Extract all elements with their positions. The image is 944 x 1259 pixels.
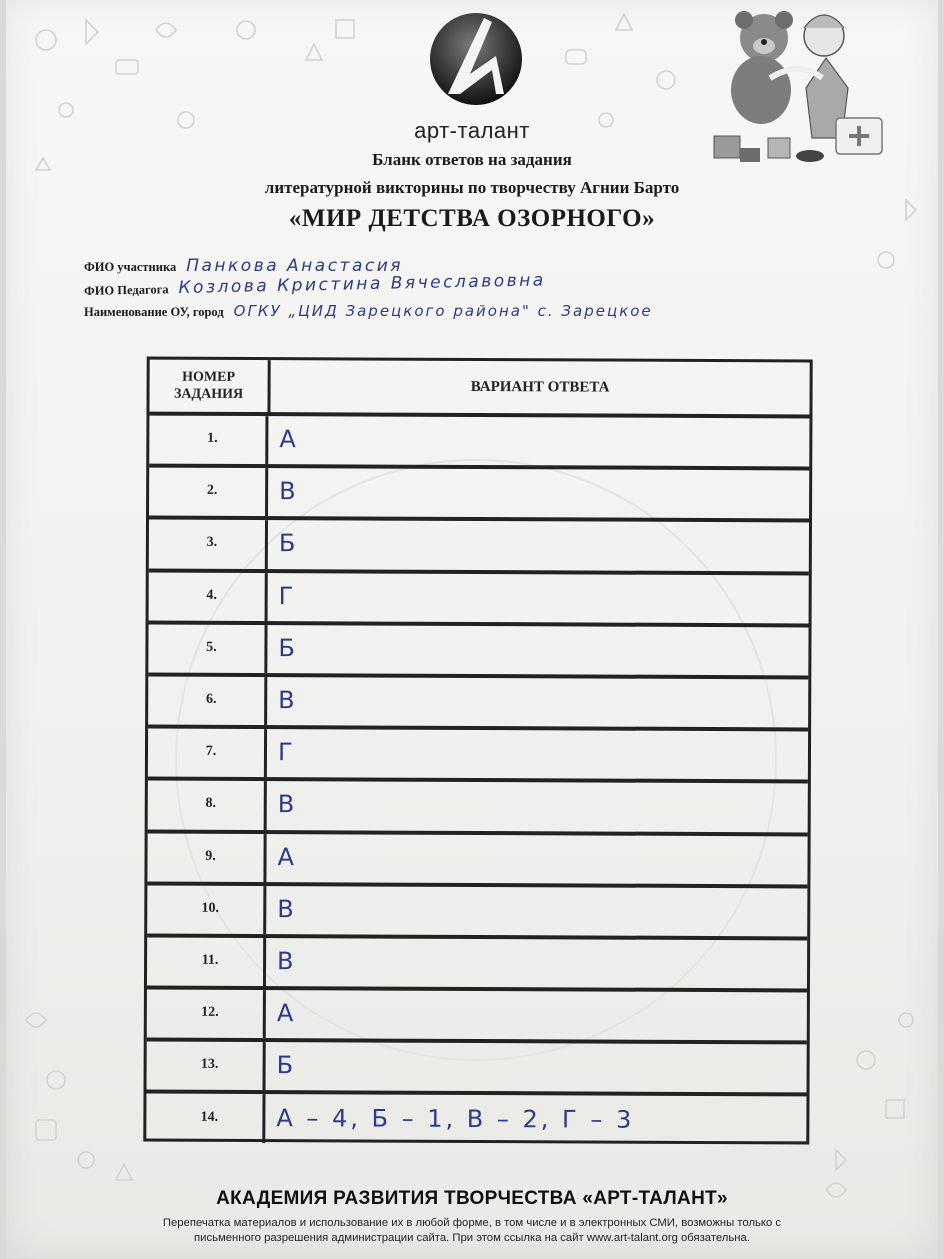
answer-cell[interactable]: А [276,999,297,1028]
task-number: 3. [206,535,218,551]
copyright-note-line1: Перепечатка материалов и использование их в любой форме, в том числе и в электронных СМИ, возможны только с [162,1217,782,1229]
table-row [148,725,808,780]
institution-value: ОГКУ „ЦИД Зарецкого района" с. Зарецкое [233,302,653,320]
column-divider [263,1042,266,1090]
copyright-note-line2: письменного разрешения администрации сайта. При этом ссылка на сайт www.art-talant.org обязательна. [194,1232,750,1244]
column-divider [264,729,267,777]
column-divider [263,834,266,882]
table-row [149,568,809,623]
brand-name: арт-талант [414,118,530,143]
column-divider [265,520,268,568]
answer-cell[interactable]: В [277,947,297,976]
footer-title: АКАДЕМИЯ РАЗВИТИЯ ТВОРЧЕСТВА «АРТ-ТАЛАНТ» [216,1188,728,1209]
copyright-note [66,1216,878,1246]
table-row [147,933,807,988]
answer-cell[interactable]: Б [278,633,298,663]
task-number: 12. [201,1004,219,1021]
table-row [149,516,809,571]
teacher-label: ФИО Педагога [83,282,169,298]
task-number: 2. [206,483,218,499]
sheet-subtitle: литературной викторины по творчеству Агнии Барто [264,178,680,197]
answer-cell[interactable]: Г [277,738,296,767]
answer-cell[interactable]: В [279,477,299,506]
answer-cell[interactable]: А [279,425,299,454]
answer-sheet [6,0,938,1259]
sheet-title: Бланк ответов на задания [372,150,572,169]
table-row [148,620,808,675]
column-header-number: НОМЕР ЗАДАНИЯ [149,360,270,413]
answers-rows [146,412,809,1145]
table-row [147,1038,807,1093]
table-row [149,464,809,519]
participant-label: ФИО участника [84,260,177,274]
table-row [149,412,809,467]
participant-value: Панкова Анастасия [186,256,403,276]
column-divider [265,468,268,516]
quiz-name: «МИР ДЕТСТВА ОЗОРНОГО» [288,205,656,232]
task-number: 8. [205,796,217,812]
task-number: 7. [205,744,217,760]
column-divider [265,573,268,621]
answer-cell[interactable]: В [278,686,298,715]
column-divider [265,416,268,464]
task-number: 6. [205,691,217,707]
answer-cell[interactable]: Б [278,529,299,558]
table-row [146,1090,806,1145]
task-number: 10. [201,900,220,916]
task-number: 13. [200,1057,219,1073]
institution-field [84,302,653,322]
answer-cell[interactable]: Б [276,1051,297,1080]
task-number: 14. [200,1109,219,1125]
participant-field [84,256,403,276]
art-talant-logo [426,4,526,114]
column-header-answer: ВАРИАНТ ОТВЕТА [470,378,610,396]
answer-cell[interactable]: В [277,790,298,819]
table-row [148,672,808,727]
column-divider [263,886,266,934]
answer-cell[interactable]: А [277,842,298,871]
column-divider [263,990,266,1038]
table-row [148,777,808,832]
task-number: 9. [205,848,216,864]
answer-cell[interactable]: В [277,894,297,923]
column-divider [264,781,267,829]
task-number: 1. [207,430,218,446]
answer-cell[interactable]: Г [278,581,297,610]
column-divider [264,625,267,673]
institution-label: Наименование ОУ, город [84,305,224,319]
task-number: 5. [206,639,217,655]
table-row [147,881,807,936]
table-row [147,986,807,1041]
column-divider [262,1095,265,1143]
task-number: 11. [201,952,219,968]
answer-cell[interactable]: А – 4, Б – 1, В – 2, Г – 3 [276,1103,635,1134]
table-row [147,829,807,884]
teacher-value: Козлова Кристина Вячеславовна [178,270,546,299]
bear-and-girl-illustration [706,8,896,168]
column-divider [264,677,267,725]
answers-table [143,357,812,1145]
task-number: 4. [206,587,217,603]
column-divider [263,938,266,986]
